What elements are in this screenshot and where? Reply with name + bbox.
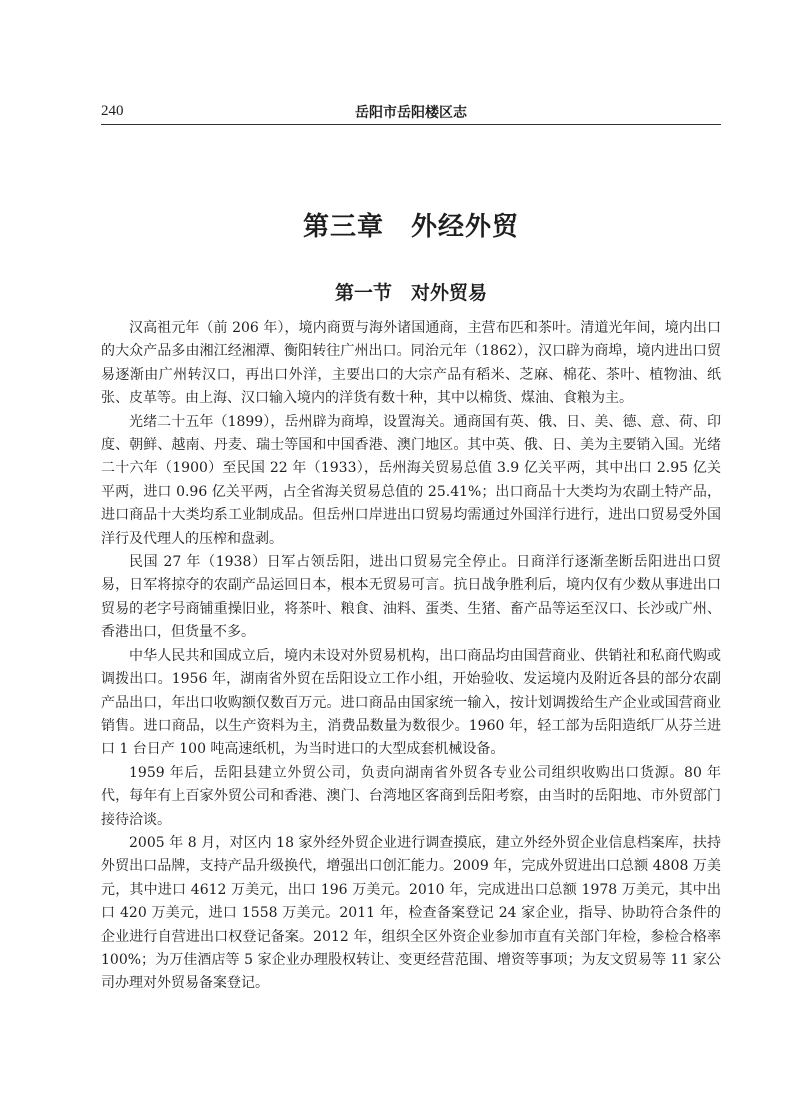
header-divider: [101, 124, 721, 125]
paragraph: 1959 年后，岳阳县建立外贸公司，负责向湖南省外贸各专业公司组织收购出口货源。80 年代，每年有上百家外贸公司和香港、澳门、台湾地区客商到岳阳考察，由当时的岳阳地、市外贸部门接待洽谈。: [101, 764, 721, 828]
paragraph: 中华人民共和国成立后，境内未设对外贸易机构，出口商品均由国营商业、供销社和私商代购或调拨出口。1956 年，湖南省外贸在岳阳设立工作小组，开始验收、发运境内及附近各县的部分农副产品出口，年出口收购额仅数百万元。进口商品由国家统一输入，按计划调拨给生产企业或国营商业销售。进口商品，以生产资料为主，消费品数量为数很少。1960 年，轻工部为岳阳造纸厂从芬兰进口 1 台日产 100 吨高速纸机，为当时进口的大型成套机械设备。: [101, 647, 721, 758]
paragraph: 民国 27 年（1938）日军占领岳阳，进出口贸易完全停止。日商洋行逐渐垄断岳阳进出口贸易，日军将掠夺的农副产品运回日本，根本无贸易可言。抗日战争胜利后，境内仅有少数从事进出口贸易的老字号商铺重操旧业，将茶叶、粮食、油料、蛋类、生猪、畜产品等运至汉口、长沙或广州、香港出口，但货量不多。: [101, 554, 721, 641]
paragraph: 光绪二十五年（1899），岳州辟为商埠，设置海关。通商国有英、俄、日、美、德、意、荷、印度、朝鲜、越南、丹麦、瑞士等国和中国香港、澳门地区。其中英、俄、日、美为主要销入国。光绪二十六年（1900）至民国 22 年（1933），岳州海关贸易总值 3.9 亿关平两，其中出口 2.95 亿关平两，进口 0.96 亿关平两，占全省海关贸易总值的 25.41%；出口商品十大类均为农副土特产品，进口商品十大类均系工业制成品。但岳州口岸进出口贸易均需通过外国洋行进行，进出口贸易受外国洋行及代理人的压榨和盘剥。: [101, 413, 721, 547]
running-title: 岳阳市岳阳楼区志: [355, 105, 467, 121]
page-header: [101, 100, 721, 124]
page-number: 240: [101, 103, 124, 119]
section-title: 第一节 对外贸易: [334, 282, 487, 304]
paragraph: 汉高祖元年（前 206 年），境内商贾与海外诸国通商，主营布匹和茶叶。清道光年间，境内出口的大众产品多由湘江经湘潭、衡阳转往广州出口。同治元年（1862），汉口辟为商埠，境内进出口贸易逐渐由广州转汉口，再出口外洋，主要出口的大宗产品有稻米、芝麻、棉花、茶叶、植物油、纸张、皮革等。由上海、汉口输入境内的洋货有数十种，其中以棉货、煤油、食粮为主。: [101, 320, 721, 407]
chapter-title: 第三章 外经外贸: [302, 212, 519, 242]
paragraph: 2005 年 8 月，对区内 18 家外经外贸企业进行调查摸底，建立外经外贸企业信息档案库，扶持外贸出口品牌，支持产品升级换代，增强出口创汇能力。2009 年，完成外贸进出口总额 4808 万美元，其中进口 4612 万美元，出口 196 万美元。2010 年，完成进出口总额 1978 万美元，其中出口 420 万美元，进口 1558 万美元。2011 年，检查备案登记 24 家企业，指导、协助符合条件的企业进行自营进出口权登记备案。2012 年，组织全区外资企业参加市直有关部门年检，参检合格率 100%；为万佳酒店等 5 家企业办理股权转让、变更经营范围、增资等事项；为友文贸易等 11 家公司办理对外贸易备案登记。: [101, 834, 721, 992]
body-text: [101, 317, 721, 996]
